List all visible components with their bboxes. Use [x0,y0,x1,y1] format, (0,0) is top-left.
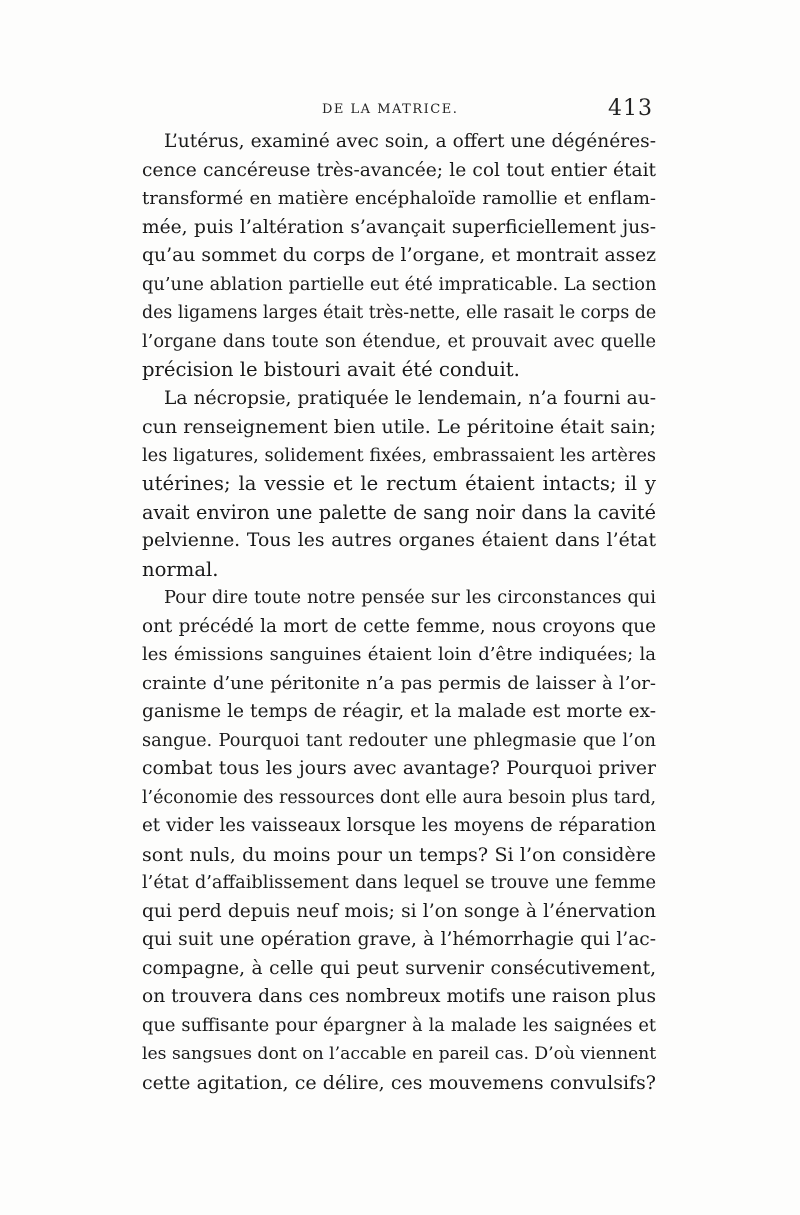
text-line: normal. [142,557,219,581]
text-line: cence cancéreuse très-avancée; le col tout entier était [142,159,656,181]
text-line: des ligamens larges était très-nette, elle rasait le corps de [142,303,656,323]
text-line: mée, puis l’altération s’avançait superficiellement jus- [142,216,656,238]
text-line: l’économie des ressources dont elle aura besoin plus tard, [142,787,656,808]
text-line: qui suit une opération grave, à l’hémorrhagie qui l’ac- [142,929,656,950]
text-line: les ligatures, solidement fixées, embrassaient les artères [142,444,656,466]
page-number: 413 [608,96,653,121]
text-line: sont nuls, du moins pour un temps? Si l’on considère [142,843,656,866]
text-line: les émissions sanguines étaient loin d’être indiquées; la [142,644,656,665]
text-line: transformé en matière encéphaloïde ramollie et enflam- [142,188,656,209]
text-line: l’état d’affaiblissement dans lequel se trouve une femme [142,872,656,893]
body-text [142,128,656,1097]
text-line: avait environ une palette de sang noir dans la cavité [142,500,656,524]
text-line: pelvienne. Tous les autres organes étaient dans l’état [142,530,656,551]
text-line: compagne, à celle qui peut survenir consécutivement, [142,957,656,979]
text-line: et vider les vaisseaux lorsque les moyens de réparation [142,815,656,836]
text-line: que suffisante pour épargner à la malade les saignées et [142,1014,656,1036]
text-line: cun renseignement bien utile. Le péritoine était sain; [142,416,656,438]
text-line: crainte d’une péritonite n’a pas permis de laisser à l’or- [142,672,656,694]
text-line: qu’une ablation partielle eut été impraticable. La section [142,273,656,295]
text-line: précision le bistouri avait été conduit. [142,358,520,381]
text-line: utérines; la vessie et le rectum étaient intacts; il y [142,472,656,495]
text-line: qu’au sommet du corps de l’organe, et montrait assez [142,245,656,266]
text-line: qui perd depuis neuf mois; si l’on songe à l’énervation [142,900,656,922]
text-line: cette agitation, ce délire, ces mouvemens convulsifs? [142,1071,656,1094]
running-head [140,96,655,132]
text-line: on trouvera dans ces nombreux motifs une raison plus [142,986,656,1007]
text-line: ganisme le temps de réagir, et la malade est morte ex- [142,701,656,722]
text-line: La nécropsie, pratiquée le lendemain, n’a fourni au- [164,387,656,409]
text-line: les sangsues dont on l’accable en pareil cas. D’où viennent [142,1044,656,1064]
text-line: combat tous les jours avec avantage? Pourquoi priver [142,758,656,779]
text-line: Pour dire toute notre pensée sur les circonstances qui [164,587,656,608]
text-line: l’organe dans toute son étendue, et prouvait avec quelle [142,330,656,352]
text-line: sangue. Pourquoi tant redouter une phlegmasie que l’on [142,729,656,751]
text-line: L’utérus, examiné avec soin, a offert une dégénéres- [164,131,656,152]
text-line: ont précédé la mort de cette femme, nous croyons que [142,615,656,637]
running-title: DE LA MATRICE. [322,102,459,117]
